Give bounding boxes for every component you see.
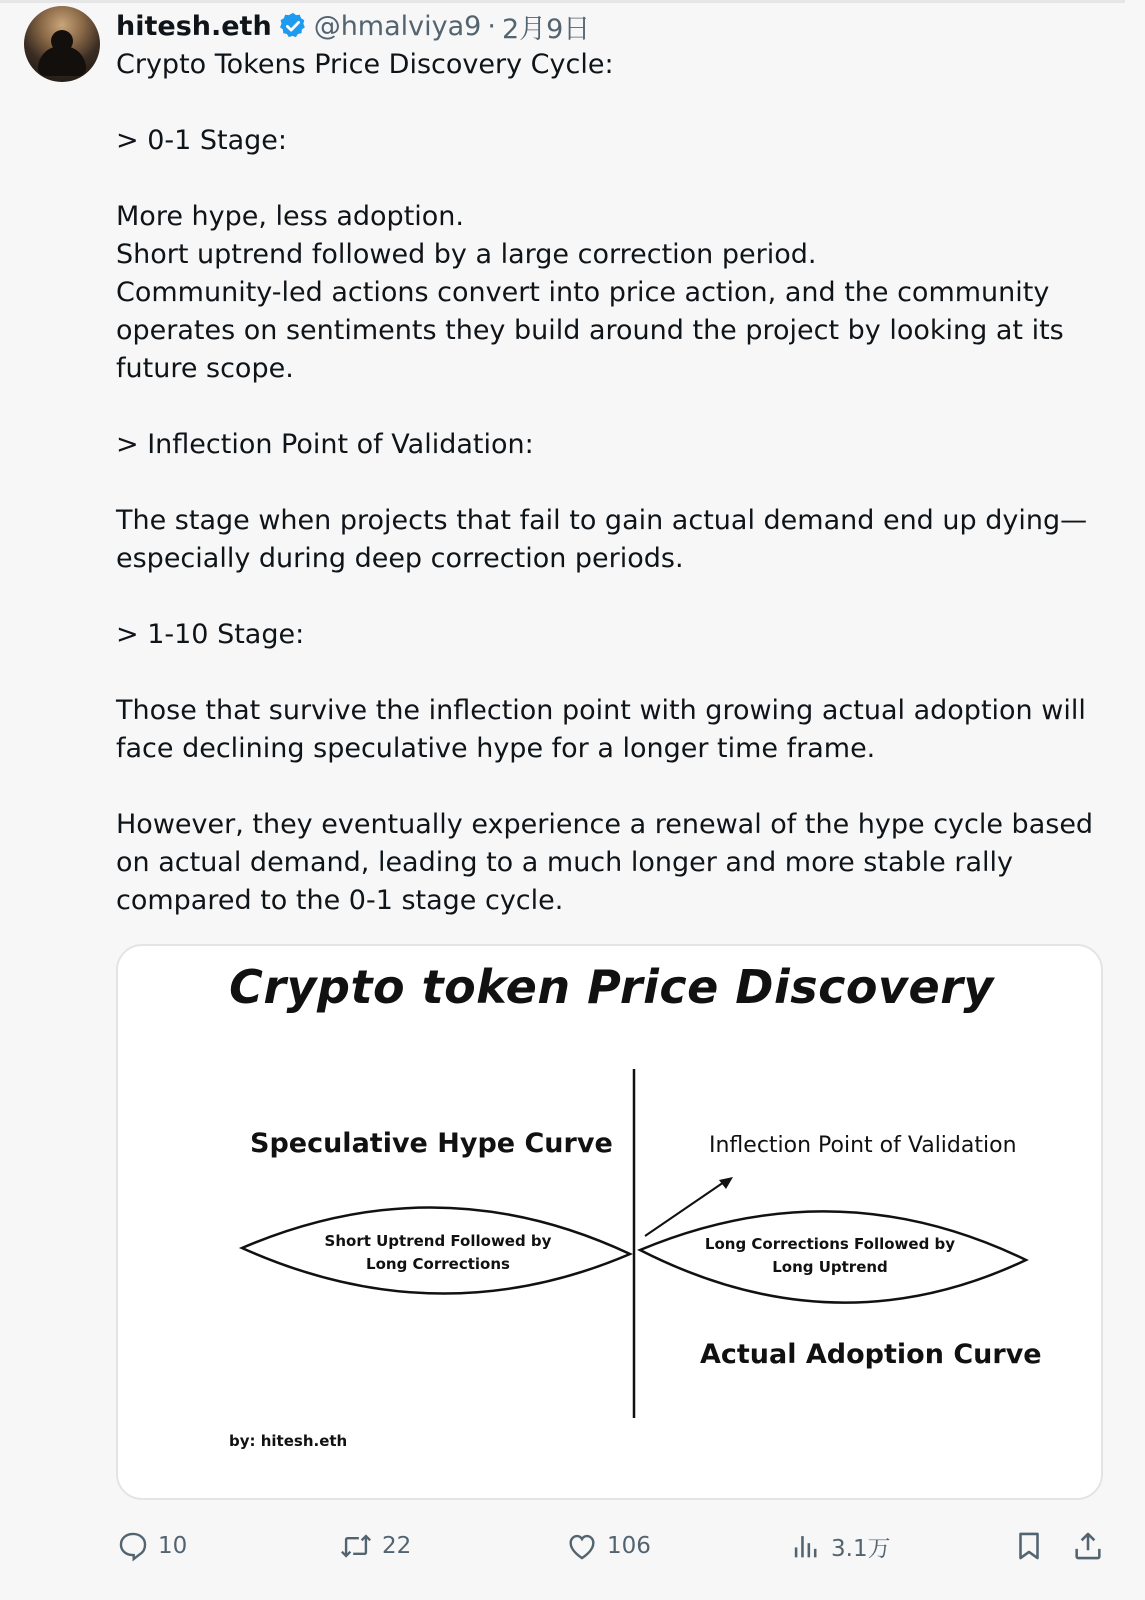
views-button[interactable] — [789, 1522, 891, 1570]
tweet-line: More hype, less adoption. — [116, 201, 464, 232]
diagram-graphic — [118, 946, 1103, 1500]
left-lens-line: Long Corrections — [366, 1255, 510, 1273]
reply-count: 10 — [158, 1533, 188, 1559]
top-divider — [0, 0, 1125, 3]
tweet-line: Those that survive the inflection point with growing actual adoption will face declining speculative hype for a longer time frame. — [116, 695, 1086, 764]
left-lens-line: Short Uptrend Followed by — [324, 1232, 552, 1250]
like-count: 106 — [607, 1533, 651, 1559]
right-lens-line: Long Corrections Followed by — [704, 1235, 956, 1253]
author-handle[interactable]: @hmalviya9 — [313, 10, 482, 42]
actual-adoption-heading: Actual Adoption Curve — [700, 1339, 1042, 1370]
repost-icon — [338, 1529, 374, 1563]
tweet-line: > Inflection Point of Validation: — [116, 429, 534, 460]
repost-button[interactable] — [338, 1522, 411, 1570]
verified-badge-icon — [278, 11, 308, 41]
speculative-hype-heading: Speculative Hype Curve — [250, 1128, 613, 1159]
avatar[interactable] — [24, 6, 100, 82]
bookmark-icon — [1012, 1529, 1046, 1563]
views-count: 3.1万 — [831, 1535, 891, 1562]
views-chart-icon — [789, 1529, 823, 1563]
media-card[interactable] — [116, 944, 1103, 1500]
tweet-line: Community-led actions convert into price action, and the community operates on sentiments they build around the project by looking at its future scope. — [116, 277, 1064, 384]
tweet-line: Short uptrend followed by a large correction period. — [116, 239, 817, 270]
reply-icon — [116, 1529, 150, 1563]
heart-icon — [565, 1529, 599, 1563]
inflection-point-heading: Inflection Point of Validation — [709, 1133, 1017, 1158]
tweet-line: > 1-10 Stage: — [116, 619, 305, 650]
tweet-body — [116, 46, 1116, 920]
repost-count: 22 — [382, 1533, 412, 1559]
byline: by: hitesh.eth — [229, 1432, 348, 1450]
tweet-header — [116, 6, 590, 46]
arrow-line — [645, 1180, 727, 1236]
meta-separator: · — [487, 10, 496, 42]
tweet-line: However, they eventually experience a renewal of the hype cycle based on actual demand, leading to a much longer and more stable rally compared to the 0-1 stage cycle. — [116, 809, 1094, 916]
share-button[interactable] — [1071, 1522, 1113, 1570]
left-lens-label — [268, 1230, 608, 1276]
tweet-line: The stage when projects that fail to gain actual demand end up dying—especially during deep correction periods. — [116, 505, 1088, 574]
reply-button[interactable] — [116, 1522, 187, 1570]
right-lens-line: Long Uptrend — [772, 1258, 888, 1276]
bookmark-button[interactable] — [1012, 1522, 1054, 1570]
author-name[interactable]: hitesh.eth — [116, 10, 272, 42]
post-date[interactable]: 2月9日 — [501, 13, 591, 45]
share-icon — [1071, 1529, 1105, 1563]
tweet-line: Crypto Tokens Price Discovery Cycle: — [116, 49, 614, 80]
tweet-line: > 0-1 Stage: — [116, 125, 288, 156]
like-button[interactable] — [565, 1522, 651, 1570]
action-bar — [116, 1522, 1116, 1570]
right-lens-label — [666, 1233, 994, 1279]
diagram-title: Crypto token Price Discovery — [229, 960, 994, 1014]
